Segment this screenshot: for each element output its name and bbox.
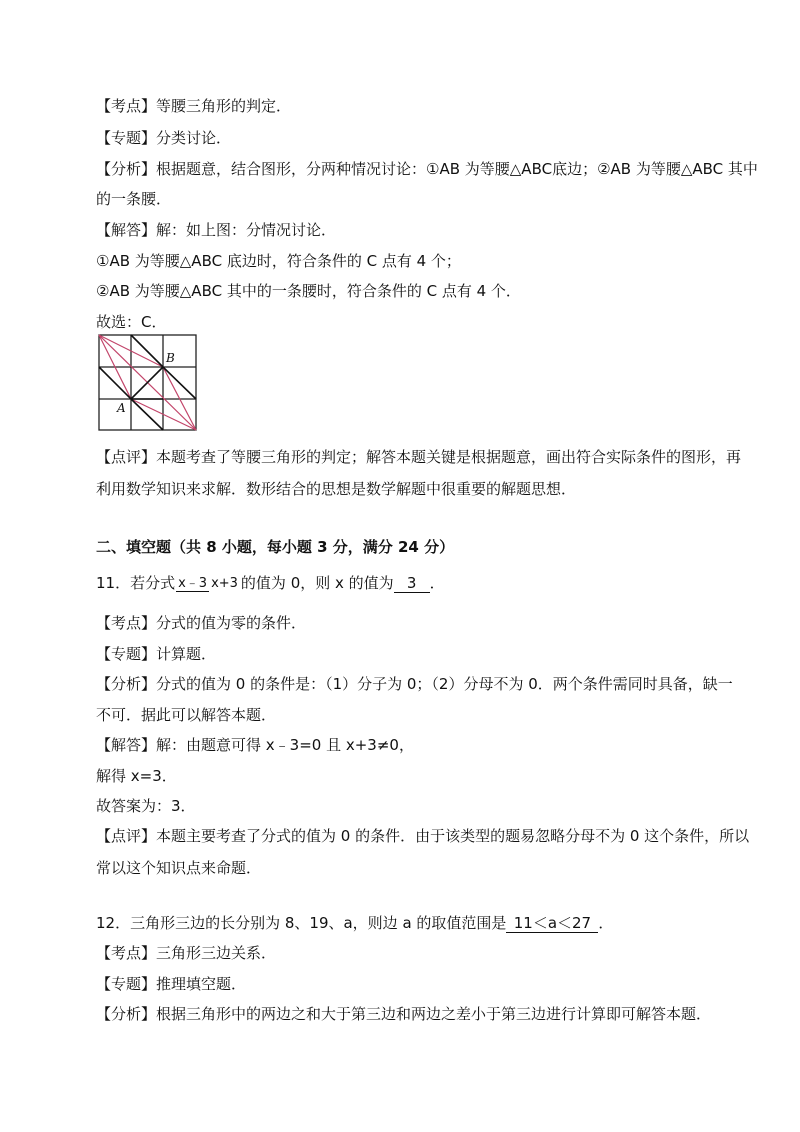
q11-answer-text: 故答案为：3． [96, 797, 196, 815]
q11-fenxi [96, 674, 733, 694]
q11-solve [96, 766, 177, 786]
dianping-text-cont: 利用数学知识来求解．数形结合的思想是数学解题中很重要的解题思想． [96, 480, 577, 498]
fenxi-text: 【分析】根据题意，结合图形，分两种情况讨论：①AB 为等腰△ABC底边；②AB 为等腰△ABC 其中 [96, 160, 758, 178]
q11-zhuanti [96, 644, 216, 664]
q11-middle: 的值为 0，则 x 的值为 [240, 574, 394, 592]
q12-fenxi-text: 【分析】根据三角形中的两边之和大于第三边和两边之差小于第三边进行计算即可解答本题． [96, 1005, 712, 1023]
case2-line [96, 281, 521, 301]
q11-denominator: x+3 [211, 575, 238, 591]
grid-figure [98, 334, 198, 432]
fenxi-text-cont: 的一条腰． [96, 190, 172, 208]
q11-dianping-text-cont: 常以这个知识点来命题． [96, 859, 262, 877]
q11-zhuanti-text: 【专题】计算题． [96, 645, 217, 663]
answer-line [96, 312, 166, 332]
zhuanti-line [96, 128, 231, 148]
case1-text: ①AB 为等腰△ABC 底边时，符合条件的 C 点有 4 个； [96, 252, 461, 270]
q12-stem [96, 913, 613, 933]
q11-fenxi-cont [96, 705, 276, 725]
zhuanti-text: 【专题】分类讨论． [96, 129, 232, 147]
q11-dianping [96, 826, 749, 846]
q12-kaodian [96, 943, 276, 963]
kaodian-line [96, 96, 291, 116]
q12-answer-blank: 11＜a＜27 [506, 914, 598, 933]
q11-fenxi-text-cont: 不可．据此可以解答本题． [96, 706, 277, 724]
dianping-line [96, 447, 741, 467]
section-title-text: 二、填空题（共 8 小题，每小题 3 分，满分 24 分） [96, 538, 455, 556]
q11-jieda [96, 735, 414, 755]
q12-prefix: 12．三角形三边的长分别为 8、19、a，则边 a 的取值范围是 [96, 914, 507, 932]
jieda-line [96, 220, 336, 240]
jieda-text: 【解答】解：如上图：分情况讨论． [96, 221, 337, 239]
q11-fenxi-text: 【分析】分式的值为 0 的条件是：（1）分子为 0；（2）分母不为 0．两个条件需同时具备，缺一 [96, 675, 733, 693]
dianping-line-cont [96, 479, 576, 499]
dianping-text: 【点评】本题考查了等腰三角形的判定；解答本题关键是根据题意，画出符合实际条件的图形，再 [96, 448, 742, 466]
point-a-label: A [117, 401, 126, 415]
fenxi-line [96, 159, 758, 179]
q11-suffix: ． [429, 574, 445, 592]
q12-suffix: ． [598, 914, 614, 932]
q11-dianping-text: 【点评】本题主要考查了分式的值为 0 的条件．由于该类型的题易忽略分母不为 0 这个条件，所以 [96, 827, 750, 845]
q11-jieda-text: 【解答】解：由题意可得 x﹣3=0 且 x+3≠0， [96, 736, 414, 754]
q11-stem [96, 566, 445, 600]
q11-numerator: x﹣3 [178, 575, 208, 591]
q11-kaodian [96, 613, 306, 633]
point-b-label: B [166, 351, 175, 365]
q11-answer-blank: 3 [394, 574, 430, 593]
q11-fraction [176, 576, 240, 592]
q11-prefix: 11．若分式 [96, 574, 176, 592]
section-title [96, 537, 454, 557]
q11-solve-text: 解得 x=3． [96, 767, 177, 785]
q12-fenxi [96, 1004, 711, 1024]
q11-answer [96, 796, 196, 816]
case2-text: ②AB 为等腰△ABC 其中的一条腰时，符合条件的 C 点有 4 个． [96, 282, 521, 300]
q11-dianping-cont [96, 858, 261, 878]
kaodian-text: 【考点】等腰三角形的判定． [96, 97, 292, 115]
q11-kaodian-text: 【考点】分式的值为零的条件． [96, 614, 307, 632]
q12-zhuanti [96, 974, 246, 994]
q12-zhuanti-text: 【专题】推理填空题． [96, 975, 247, 993]
fenxi-line-cont [96, 189, 171, 209]
case1-line [96, 251, 461, 271]
q12-kaodian-text: 【考点】三角形三边关系． [96, 944, 277, 962]
answer-text: 故选：C． [96, 313, 167, 331]
